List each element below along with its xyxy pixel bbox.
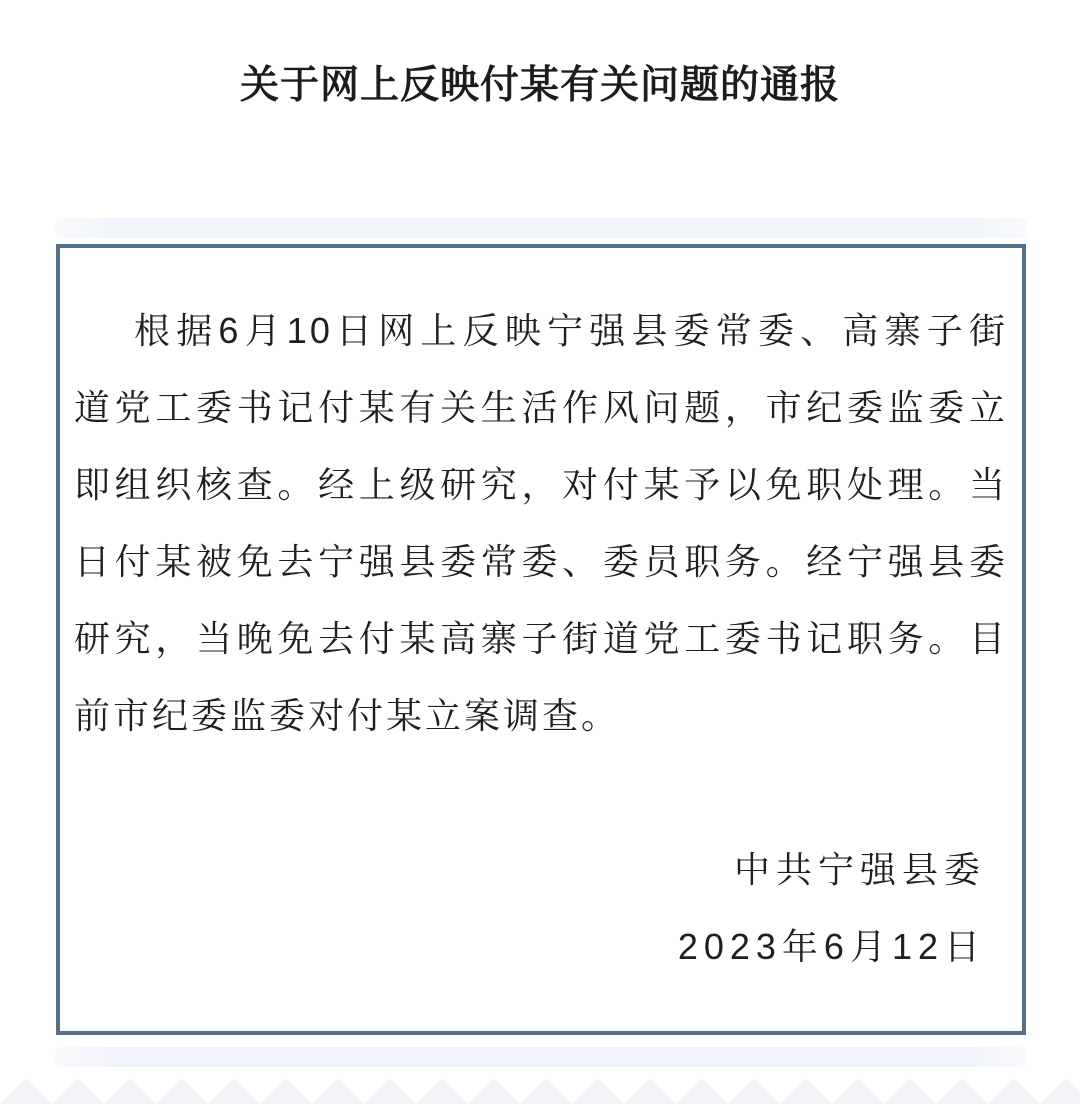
date-line: 2023年6月12日 bbox=[677, 926, 986, 967]
notice-body-paragraph bbox=[74, 292, 1008, 754]
signature-line: 中共宁强县委 bbox=[733, 849, 986, 890]
bottom-divider-band bbox=[55, 1047, 1027, 1067]
signature-block bbox=[74, 831, 1008, 985]
body-line: 日付某被免去宁强县委常委、委员职务。经宁强县委 bbox=[74, 541, 1008, 582]
body-line: 前市纪委监委对付某立案调查。 bbox=[74, 695, 621, 736]
body-line: 即组织核查。经上级研究，对付某予以免职处理。当 bbox=[74, 464, 1008, 505]
notice-title: 关于网上反映付某有关问题的通报 bbox=[239, 64, 840, 107]
zigzag-pattern-decoration bbox=[0, 1078, 1080, 1104]
top-divider-band bbox=[55, 218, 1027, 238]
notice-box bbox=[56, 244, 1026, 1035]
body-line: 道党工委书记付某有关生活作风问题，市纪委监委立 bbox=[74, 387, 1008, 428]
body-line: 研究，当晚免去付某高寨子街道党工委书记职务。目 bbox=[74, 618, 1008, 659]
body-line: 根据6月10日网上反映宁强县委常委、高寨子街 bbox=[134, 310, 1008, 351]
